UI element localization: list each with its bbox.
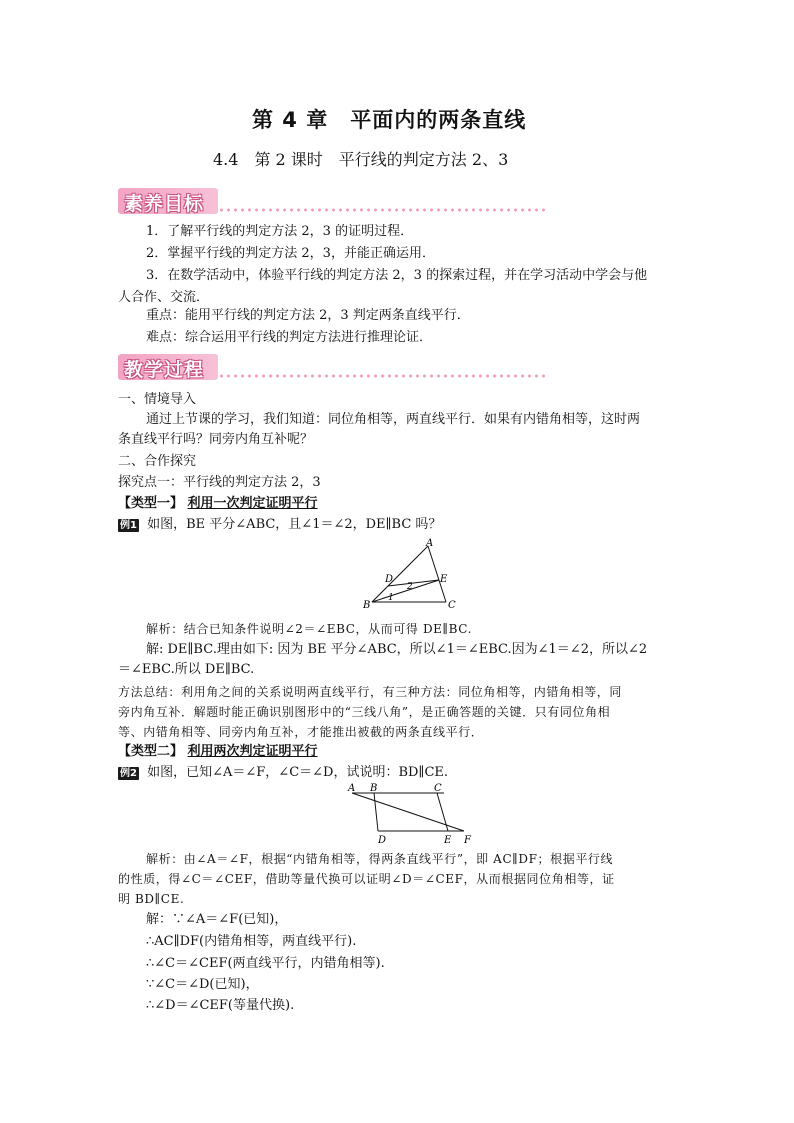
method-summary-2: 旁内角互补．解题时能正确识别图形中的“三线八角”，是正确答题的关键．只有同位角相	[118, 705, 611, 719]
goals-banner-label: 素养目标	[124, 193, 205, 215]
example2-solution-2: ∴AC∥DF(内错角相等，两直线平行).	[146, 934, 357, 949]
type2-title: 利用两次判定证明平行	[187, 744, 318, 759]
label-e: E	[440, 574, 448, 585]
example1-question	[118, 515, 441, 535]
line-bd	[374, 793, 378, 831]
label-e: E	[444, 835, 452, 845]
method-summary-1: 方法总结：利用角之间的关系说明两直线平行，有三种方法：同位角相等，内错角相等，同	[118, 685, 623, 699]
example2-text: 如图，已知∠A＝∠F，∠C＝∠D，试说明：BD∥CE.	[147, 765, 449, 780]
type1-title: 利用一次判定证明平行	[187, 496, 318, 511]
example2-analysis-2: 的性质，得∠C＝∠CEF，借助等量代换可以证明∠D＝∠CEF，从而根据同位角相等，证	[118, 872, 615, 886]
label-a: A	[348, 783, 356, 794]
label-f: F	[464, 835, 471, 845]
type2-bracket: 【类型二】	[118, 744, 184, 759]
intro-line-2: 条直线平行吗？同旁内角互补呢？	[118, 432, 314, 447]
section-explore-heading: 二、合作探究	[118, 454, 197, 469]
line-ce	[437, 793, 448, 831]
example2-solution-3: ∴∠C＝∠CEF(两直线平行，内错角相等).	[146, 956, 385, 971]
angle-1-label: 1	[388, 593, 394, 603]
process-banner-dots	[218, 374, 548, 378]
label-c: C	[434, 783, 442, 794]
example2-solution-1: 解：∵∠A＝∠F(已知)，	[146, 912, 288, 927]
label-d: D	[385, 574, 394, 585]
label-d: D	[378, 835, 387, 845]
line-ab	[372, 546, 428, 602]
parallel-figure	[340, 779, 480, 845]
process-banner	[118, 354, 448, 380]
example2-tag: 例2	[120, 768, 137, 779]
type1-bracket: 【类型一】	[118, 496, 184, 511]
label-b: B	[363, 600, 371, 610]
example2-analysis-3: 明 BD∥CE.	[118, 892, 185, 906]
line-af	[352, 793, 464, 831]
lesson-subtitle: 4.4 第 2 课时 平行线的判定方法 2、3	[213, 150, 509, 169]
method-summary-3: 等、内错角相等、同旁内角互补，才能推出被截的两条直线平行．	[118, 725, 484, 739]
line-be	[372, 580, 439, 602]
example2-solution-4: ∵∠C＝∠D(已知)，	[146, 977, 259, 992]
example1-analysis: 解析：结合已知条件说明∠2＝∠EBC，从而可得 DE∥BC.	[146, 622, 473, 636]
example1-solution-1: 解: DE∥BC.理由如下: 因为 BE 平分∠ABC，所以∠1＝∠EBC.因为∠1＝∠2，所以∠2	[146, 642, 648, 657]
process-banner-label: 教学过程	[124, 359, 205, 381]
difficult-point: 难点：综合运用平行线的判定方法进行推理论证．	[146, 330, 433, 345]
type2-heading	[118, 742, 318, 762]
goals-banner-dots	[218, 208, 548, 212]
section-intro-heading: 一、情境导入	[118, 392, 197, 407]
example2-solution-5: ∴∠D＝∠CEF(等量代换).	[146, 998, 295, 1013]
triangle-figure	[360, 536, 460, 610]
intro-line-1: 通过上节课的学习，我们知道：同位角相等，两直线平行．如果有内错角相等，这时两	[146, 412, 641, 427]
example2-analysis-1: 解析：由∠A＝∠F，根据“内错角相等，得两条直线平行”，即 AC∥DF；根据平行线	[146, 852, 614, 866]
chapter-title: 第 4 章 平面内的两条直线	[252, 108, 527, 132]
goals-banner	[118, 188, 448, 214]
example1-text: 如图，BE 平分∠ABC，且∠1＝∠2，DE∥BC 吗？	[147, 517, 442, 532]
goal-3-cont: 人合作、交流．	[118, 290, 210, 305]
example1-solution-2: ＝∠EBC.所以 DE∥BC.	[118, 662, 255, 677]
explore-point: 探究点一：平行线的判定方法 2，3	[118, 475, 321, 490]
type1-heading	[118, 494, 318, 514]
goal-2: 2．掌握平行线的判定方法 2，3，并能正确运用．	[146, 246, 435, 261]
label-c: C	[448, 600, 456, 610]
label-a: A	[426, 538, 434, 549]
goal-1: 1．了解平行线的判定方法 2，3 的证明过程．	[146, 224, 414, 239]
label-b: B	[370, 783, 378, 794]
angle-2-label: 2	[407, 582, 413, 592]
goal-3: 3．在数学活动中，体验平行线的判定方法 2，3 的探索过程，并在学习活动中学会与他	[146, 268, 648, 283]
example1-tag: 例1	[120, 520, 137, 531]
key-point: 重点：能用平行线的判定方法 2，3 判定两条直线平行．	[146, 308, 470, 323]
